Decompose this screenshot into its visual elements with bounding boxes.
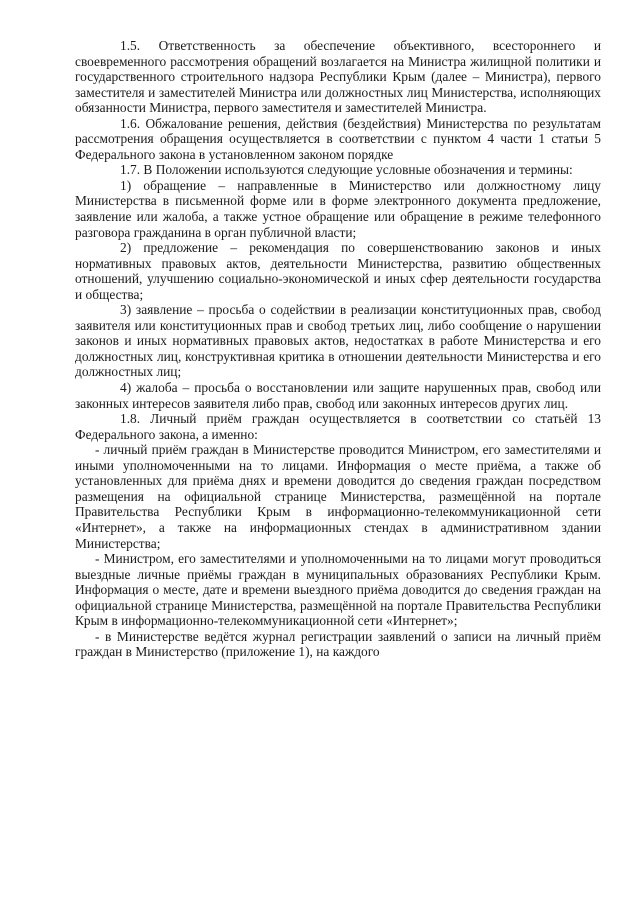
term-item-3: 3) заявление – просьба о содействии в реализации конституционных прав, свобод заявителя или конституционных прав и свобод третьих лиц, либо сообщение о нарушении законов и иных нормативных правовых актов, недостатках в работе Министерства и его должностных лиц, конструктивная критика в отношении деятельности Министерства и его должностных лиц; — [75, 302, 601, 380]
bullet-item-3: - в Министерстве ведётся журнал регистрации заявлений о записи на личный приём граждан в Министерство (приложение 1), на каждого — [75, 628, 601, 660]
term-item-4: 4) жалоба – просьба о восстановлении или защите нарушенных прав, свобод или законных интересов заявителя либо прав, свобод или законных интересов других лиц. — [75, 380, 601, 411]
bullet-item-2: - Министром, его заместителями и уполномоченными на то лицами могут проводиться выездные личные приёмы граждан в муниципальных образованиях Республики Крым. Информация о месте, дате и времени выездного приёма доводится до сведения граждан на официальной странице Министерства, размещённой на портале Правительства Республики Крым в информационно-телекоммуникационной сети «Интернет»; — [75, 551, 601, 629]
paragraph-1-6: 1.6. Обжалование решения, действия (бездействия) Министерства по результатам рассмотрения обращения осуществляется в соответствии с пунктом 4 части 1 статьи 5 Федерального закона в установленном законом порядке — [75, 115, 601, 162]
paragraph-1-8: 1.8. Личный приём граждан осуществляется в соответствии со статьёй 13 Федерального закона, а именно: — [75, 411, 601, 442]
term-item-2: 2) предложение – рекомендация по совершенствованию законов и иных нормативных правовых актов, деятельности Министерства, развитию общественных отношений, улучшению социально-экономической и иных сфер деятельности государства и общества; — [75, 240, 601, 302]
paragraph-1-5: 1.5. Ответственность за обеспечение объективного, всестороннего и своевременного рассмотрения обращений возлагается на Министра жилищной политики и государственного строительного надзора Республики Крым (далее – Министра), первого заместителя и заместителей Министра или должностных лиц Министерства, исполняющих обязанности Министра, первого заместителя и заместителей Министра. — [75, 38, 601, 116]
term-item-1: 1) обращение – направленные в Министерство или должностному лицу Министерства в письменной форме или в форме электронного документа предложение, заявление или жалоба, а также устное обращение или обращение в режиме телефонного разговора гражданина в орган публичной власти; — [75, 177, 601, 240]
paragraph-1-7: 1.7. В Положении используются следующие условные обозначения и термины: — [120, 162, 573, 178]
bullet-item-1: - личный приём граждан в Министерстве проводится Министром, его заместителями и иными уполномоченными на то лицами. Информация о месте приёма, а также об установленных для приёма днях и времени доводится до сведения граждан посредством размещения на официальной странице Министерства, размещённой на портале Правительства Республики Крым в информационно-телекоммуникационной сети «Интернет», а также на информационных стендах в административном здании Министерства; — [75, 442, 601, 551]
document-page — [75, 38, 601, 660]
